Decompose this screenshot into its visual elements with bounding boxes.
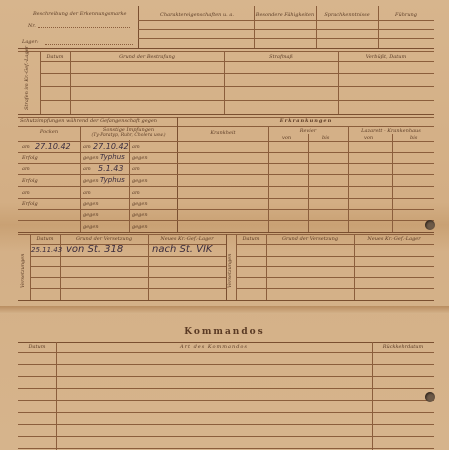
sonst2-am-1: am — [132, 144, 140, 150]
rule — [224, 51, 225, 114]
rule — [236, 234, 237, 300]
rule — [18, 209, 434, 210]
hw-vers-neues: nach St. VIK — [152, 244, 213, 255]
hw-pocken-date: 27.10.42 — [35, 142, 71, 151]
rule — [56, 342, 57, 450]
sonst2-am-2: am — [132, 166, 140, 172]
lazarett-von-label: von — [364, 135, 374, 141]
header-col4-label: Sprachkenntnisse — [324, 12, 370, 18]
strafen-grund-label: Grund der Bestrafung — [119, 54, 175, 60]
versetzungen-side-label-right: Versetzungen — [227, 253, 233, 288]
vers-neues-label-left: Neues Kr.-Gef.-Lager — [160, 236, 214, 242]
schutz-title: Schutzimpfungen während der Gefangenschaft gegen — [20, 118, 158, 124]
sonst2-gegen-4: gegen — [132, 212, 148, 218]
nr-line — [38, 27, 130, 29]
rule — [138, 38, 434, 39]
sonstige-label: Sonstige Impfungen — [102, 127, 155, 133]
rule — [138, 6, 139, 48]
vers-datum-label-left: Datum — [36, 236, 54, 242]
rule — [40, 86, 434, 87]
strafen-side-label: Strafen im Kr.-Gef.-Lager — [24, 46, 30, 110]
sonst-gegen-3: gegen — [83, 201, 99, 207]
sonst-am-3: am — [83, 190, 91, 196]
sonst-gegen-5: gegen — [83, 224, 99, 230]
rule — [40, 51, 41, 114]
rule — [18, 400, 434, 401]
sonst-gegen-1: gegen — [83, 155, 99, 161]
rule — [30, 256, 226, 257]
sonst-am-2: am — [83, 166, 91, 172]
rule — [148, 234, 149, 300]
rule — [372, 342, 373, 450]
sonst2-gegen-3: gegen — [132, 201, 148, 207]
vers-grund-label-right: Grund der Versetzung — [281, 236, 339, 242]
header-lager-label: Lager: — [22, 39, 39, 45]
sonst-gegen-4: gegen — [83, 212, 99, 218]
rule — [30, 288, 226, 289]
rule — [18, 424, 434, 425]
rule — [18, 364, 434, 365]
hw-sonst-date-1: 27.10.42 — [93, 142, 129, 151]
sonst-gegen-2: gegen — [83, 178, 99, 184]
pocken-erfolg-1: Erfolg — [22, 155, 38, 161]
rule — [18, 152, 434, 153]
sonst2-gegen-2: gegen — [132, 178, 148, 184]
punch-hole-bottom — [425, 392, 435, 402]
rule — [236, 288, 434, 289]
rule — [70, 51, 71, 114]
header-col2-label: Charaktereigenschaften u. a. — [160, 12, 234, 18]
rule — [18, 163, 434, 164]
rule — [308, 134, 309, 232]
header-nr-label: Nr. — [28, 23, 36, 29]
rule — [236, 256, 434, 257]
rule — [18, 412, 434, 413]
rule — [18, 114, 434, 115]
revier-bis-label: bis — [322, 135, 330, 141]
sonstige-sub-label: (Ty-Paratyp, Ruhr, Cholera usw.) — [91, 133, 166, 138]
rule — [18, 388, 434, 389]
rule — [18, 436, 434, 437]
vers-grund-label-left: Grund der Versetzung — [75, 236, 133, 242]
rule — [18, 174, 434, 175]
rule — [40, 100, 434, 101]
rule — [316, 6, 317, 48]
rule — [254, 6, 255, 48]
strafen-strafmass-label: Strafmaß — [269, 54, 293, 60]
rule — [30, 234, 31, 300]
rule — [138, 20, 434, 21]
pocken-erfolg-3: Erfolg — [22, 201, 38, 207]
kommandos-art-label: Art des Kommandos — [180, 344, 248, 350]
header-col1-label: Beschreibung der Erkennungsmarke — [33, 11, 127, 17]
hw-sonst-date-2: 5.1.43 — [98, 164, 124, 173]
kommandos-rueckkehr-label: Rückkehrdatum — [382, 344, 424, 350]
hw-gegen-2: Typhus — [100, 176, 125, 184]
rule — [18, 376, 434, 377]
rule — [40, 73, 434, 74]
header-col5-label: Führung — [395, 12, 417, 18]
hw-vers-grund: von St. 318 — [66, 244, 124, 255]
punch-hole-top — [425, 220, 435, 230]
rule — [266, 234, 267, 300]
rule — [338, 51, 339, 114]
rule — [18, 48, 434, 49]
rule — [18, 232, 434, 233]
kommandos-title: Kommandos — [184, 327, 265, 337]
header-col3-label: Besondere Fähigkeiten — [255, 12, 315, 18]
rule — [18, 186, 434, 187]
rule — [60, 234, 61, 300]
vers-datum-label-right: Datum — [242, 236, 260, 242]
vers-neues-label-right: Neues Kr.-Gef.-Lager — [367, 236, 421, 242]
rule — [18, 141, 434, 142]
rule — [18, 198, 434, 199]
rule — [18, 448, 434, 449]
rule — [18, 51, 434, 52]
revier-von-label: von — [282, 135, 292, 141]
hw-gegen-1: Typhus — [100, 153, 125, 161]
sonst2-gegen-1: gegen — [132, 155, 148, 161]
rule — [18, 300, 434, 301]
rule — [236, 266, 434, 267]
rule — [378, 6, 379, 48]
pocken-am-2: am — [22, 166, 30, 172]
pocken-label: Pocken — [39, 129, 59, 135]
hw-vers-datum: 25.11.43 — [31, 246, 63, 254]
rule — [18, 220, 434, 221]
lazarett-bis-label: bis — [410, 135, 418, 141]
kommandos-datum-label: Datum — [28, 344, 46, 350]
sonst2-am-3: am — [132, 190, 140, 196]
krankheit-label: Krankheit — [210, 130, 236, 136]
lager-line — [45, 44, 133, 46]
pocken-am-1: am — [22, 144, 30, 150]
sonst-am-1: am — [83, 144, 91, 150]
erkrankungen-title: Erkrankungen — [279, 118, 333, 124]
strafen-verbuesst-label: Verbüßt, Datum — [365, 54, 407, 60]
rule — [30, 277, 226, 278]
versetzungen-side-label-left: Versetzungen — [20, 253, 26, 288]
pocken-erfolg-2: Erfolg — [22, 178, 38, 184]
pocken-am-3: am — [22, 190, 30, 196]
rule — [30, 266, 226, 267]
strafen-datum-label: Datum — [46, 54, 64, 60]
lazarett-label: Lazarett - Krankenhaus — [361, 128, 421, 134]
sonst2-gegen-5: gegen — [132, 224, 148, 230]
rule — [40, 61, 434, 62]
rule — [138, 29, 434, 30]
card-fold — [0, 306, 449, 314]
rule — [392, 134, 393, 232]
rule — [236, 277, 434, 278]
revier-label: Revier — [299, 128, 317, 134]
rule — [354, 234, 355, 300]
